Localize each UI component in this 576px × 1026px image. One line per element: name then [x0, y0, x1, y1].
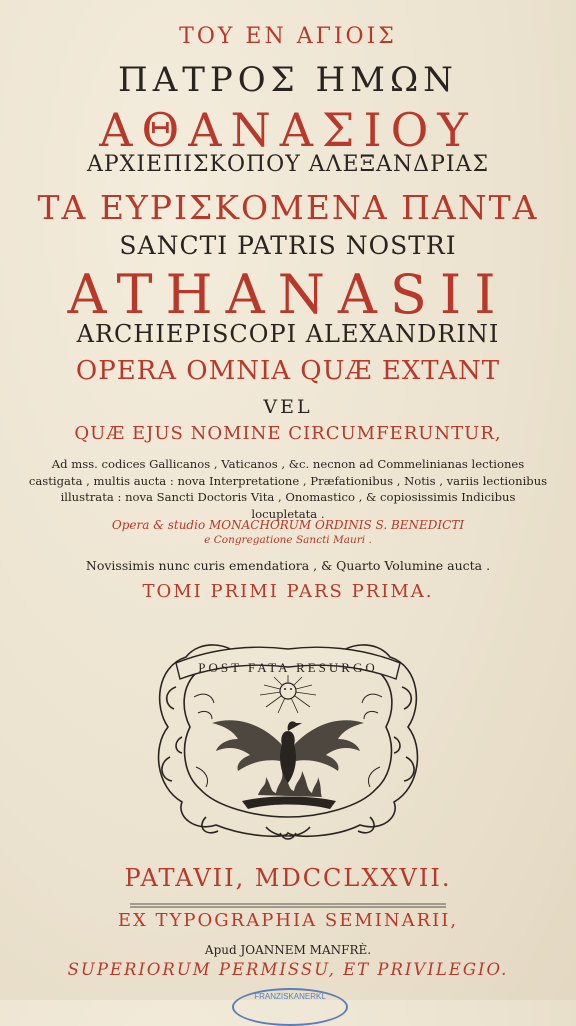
- privilege-line: SUPERIORUM PERMISSU, ET PRIVILEGIO.: [67, 960, 509, 979]
- printer-line: EX TYPOGRAPHIA SEMINARII,: [117, 910, 459, 931]
- greek-patros: ΠΑΤΡΟΣ ΗΜΩΝ: [118, 60, 458, 100]
- congregation-line: e Congregatione Sancti Mauri .: [204, 534, 372, 546]
- editors-line: [0, 518, 576, 532]
- description-paragraph: Ad mss. codices Gallicanos , Vaticanos , &c. necnon ad Commelinianas lectiones castigata , multis aucta : nova Interpretatione , Præfationibus , Notis , variis lectionibus illustrata : nova Sancti Doctoris Vita , Onomastico , & copiosissimis Indicibus locupletata .: [28, 457, 548, 521]
- library-stamp: FRANZISKANERKL: [232, 988, 348, 1026]
- edition-line: Novissimis nunc curis emendatiora , & Quarto Volumine aucta .: [85, 558, 491, 573]
- greek-name: ΑΘΑΝΑΣΙΟΥ: [99, 103, 477, 157]
- decorative-rule: [130, 902, 446, 909]
- latin-vel: VEL: [263, 396, 313, 418]
- emblem-motto: POST FATA RESURGO: [198, 660, 378, 675]
- latin-quae: QUÆ EJUS NOMINE CIRCUMFERUNTUR,: [74, 423, 502, 444]
- latin-sancti: SANCTI PATRIS NOSTRI: [119, 231, 457, 260]
- publisher-line: Apud JOANNEM MANFRÈ.: [204, 943, 372, 957]
- latin-archbishop: ARCHIEPISCOPI ALEXANDRINI: [76, 320, 500, 348]
- editors-name: MONACHORUM ORDINIS S. BENEDICTI: [209, 518, 465, 532]
- place-year: PATAVII, MDCCLXXVII.: [124, 864, 452, 892]
- phoenix-rising-emblem: [146, 627, 430, 842]
- greek-prefix: ΤΟΥ ΕΝ ΑΓΙΟΙΣ: [179, 24, 397, 49]
- latin-name: ATHANASII: [67, 263, 509, 326]
- greek-works: ΤΑ ΕΥΡΙΣΚΟΜΕΝΑ ΠΑΝΤΑ: [37, 188, 539, 227]
- greek-archbishop: ΑΡΧΙΕΠΙΣΚΟΠΟΥ ΑΛΕΞΑΝΔΡΙΑΣ: [86, 152, 490, 177]
- volume-line: TOMI PRIMI PARS PRIMA.: [142, 581, 434, 602]
- latin-opera: OPERA OMNIA QUÆ EXTANT: [75, 356, 501, 386]
- editors-prefix: Opera & studio: [111, 518, 206, 532]
